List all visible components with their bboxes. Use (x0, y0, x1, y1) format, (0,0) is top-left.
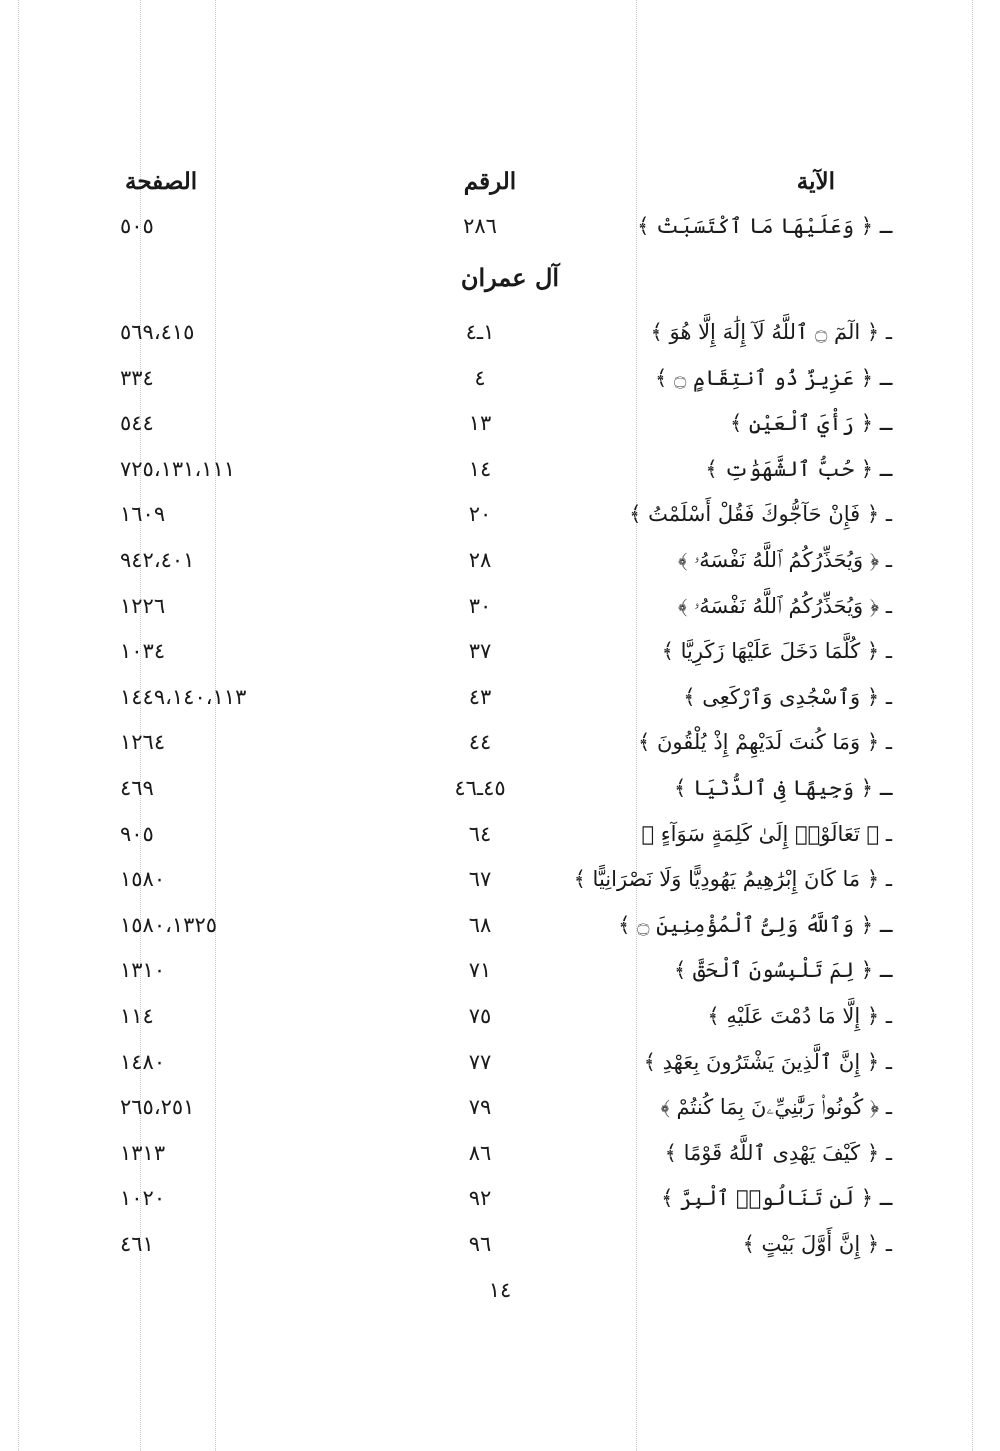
table-row (0, 1087, 1000, 1127)
ayah-text: ـ ﴿ لِمَ تَلْبِسُونَ ٱلْحَقَّ ﴾ (674, 958, 892, 983)
header-ayah: الآية (796, 168, 835, 195)
header-page: الصفحة (125, 168, 198, 195)
ayah-number: ١ـ٤ (465, 320, 495, 344)
ayah-number: ٦٤ (468, 821, 492, 846)
column-header-row (0, 162, 1000, 202)
ayah-number: ١٤ (468, 456, 492, 481)
ayah-text: ـ ﴿ حُبُّ ٱلشَّهَوَٰتِ ﴾ (705, 456, 892, 481)
ayah-number: ٤ (474, 365, 486, 390)
page-refs: ١٤٤٩،١٤٠،١١٣ (120, 684, 247, 709)
ayah-number: ٤٥ـ٤٦ (454, 776, 506, 800)
table-row (0, 1042, 1000, 1082)
page-refs: ٣٣٤ (120, 365, 154, 390)
ayah-number: ٢٨ (468, 548, 492, 572)
table-row (0, 206, 1000, 246)
table-row (0, 631, 1000, 671)
ayah-text: ـ ﴿ كَيْفَ يَهْدِى ٱللَّهُ قَوْمًا ﴾ (664, 1140, 892, 1165)
page-refs: ١٠٣٤ (120, 639, 166, 664)
table-row (0, 494, 1000, 534)
ayah-text: ـ ﴿ الٓمٓ ۝ ٱللَّهُ لَآ إِلَٰهَ إِلَّا هُوَ ﴾ (650, 320, 892, 344)
ayah-text: ـ ﴿ وَيُحَذِّرُكُمُ ٱللَّهُ نَفْسَهُۥ ﴾ (678, 548, 892, 572)
page-refs: ١١٤ (120, 1004, 154, 1028)
ayah-text: ـ ﴿ إِنَّ ٱلَّذِينَ يَشْتَرُونَ بِعَهْدِ ﴾ (643, 1049, 892, 1074)
ayah-number: ٤٣ (468, 684, 492, 709)
page-refs: ١٢٦٤ (120, 730, 166, 755)
table-row (0, 814, 1000, 854)
page-refs: ٩٤٢،٤٠١ (120, 548, 195, 572)
page-number: ١٤ (488, 1278, 512, 1302)
ayah-text: ـ ﴿ وَجِيهًا فِى ٱلدُّنْيَا ﴾ (674, 776, 892, 800)
page-refs: ٥٠٥ (120, 214, 154, 238)
ayah-text: ـ ﴿ مَا كَانَ إِبْرَٰهِيمُ يَهُودِيًّا وَلَا نَصْرَانِيًّا ﴾ (573, 867, 892, 892)
ayah-text: ـ ﴿ وَيُحَذِّرُكُمُ ٱللَّهُ نَفْسَهُۥ ﴾ (678, 593, 892, 618)
ayah-number: ٧٥ (468, 1004, 492, 1028)
table-row (0, 950, 1000, 990)
table-row (0, 905, 1000, 945)
page-refs: ١٠٢٠ (120, 1186, 166, 1211)
page-refs: ٤٦١ (120, 1232, 154, 1256)
ayah-number: ٢٨٦ (463, 214, 497, 238)
ayah-text: ـ ﴿ رَأْيَ ٱلْعَيْنِ ﴾ (729, 411, 892, 436)
page-refs: ١٤٨٠ (120, 1049, 166, 1074)
ayah-text: ـ ﴿ عَزِيزٌ ذُو ٱنتِقَامٍ ۝ ﴾ (655, 365, 892, 390)
page-refs: ٥٤٤ (120, 411, 154, 436)
table-row (0, 1224, 1000, 1264)
header-number: الرقم (463, 168, 517, 195)
page-refs: ٩٠٥ (120, 821, 154, 846)
ayah-number: ٧١ (468, 958, 492, 983)
page-refs: ١٣١٣ (120, 1140, 166, 1165)
ayah-number: ٧٧ (468, 1049, 492, 1074)
page-refs: ١٢٢٦ (120, 593, 166, 618)
ayah-text: ـ ﴿ إِلَّا مَا دُمْتَ عَلَيْهِ ﴾ (707, 1004, 892, 1028)
page-refs: ١٣١٠ (120, 958, 166, 983)
table-row (0, 358, 1000, 398)
ayah-text: ـ ﴿ كُونُوا۟ رَبَّٰنِيِّۦنَ بِمَا كُنتُمْ ﴾ (660, 1095, 892, 1120)
page-refs: ١٥٨٠،١٣٢٥ (120, 912, 218, 937)
page-refs: ٢٦٥،٢٥١ (120, 1095, 195, 1120)
table-row (0, 449, 1000, 489)
ayah-text: ـ ﴿ فَإِنْ حَآجُّوكَ فَقُلْ أَسْلَمْتُ ﴾ (629, 502, 892, 527)
ayah-text: ـ ﴿ وَٱسْجُدِى وَٱرْكَعِى ﴾ (683, 684, 892, 709)
page-refs: ٥٦٩،٤١٥ (120, 320, 195, 344)
table-row (0, 403, 1000, 443)
ayah-text: ـ ﴿ إِنَّ أَوَّلَ بَيْتٍ ﴾ (742, 1232, 892, 1256)
ayah-number: ٣٧ (468, 639, 492, 664)
table-row (0, 722, 1000, 762)
table-row (0, 1133, 1000, 1173)
ayah-number: ١٣ (468, 411, 492, 436)
ayah-number: ٦٨ (468, 912, 492, 937)
ayah-number: ٣٠ (468, 593, 492, 618)
ayah-number: ٢٠ (468, 502, 492, 527)
table-row (0, 1178, 1000, 1218)
page-refs: ١٦٠٩ (120, 502, 166, 527)
table-row (0, 677, 1000, 717)
page-refs: ١٥٨٠ (120, 867, 166, 892)
table-row (0, 859, 1000, 899)
page-refs: ٧٢٥،١٣١،١١١ (120, 456, 236, 481)
ayah-text: ـ ﴿ تَعَالَوْا۟ إِلَىٰ كَلِمَةٍ سَوَآءٍ ﴾ (641, 821, 892, 846)
ayah-text: ـ ﴿ وَمَا كُنتَ لَدَيْهِمْ إِذْ يُلْقُونَ ﴾ (637, 730, 892, 755)
table-row (0, 540, 1000, 580)
ayah-text: ـ ﴿ لَن تَنَالُوا۟ ٱلْبِرَّ ﴾ (661, 1186, 892, 1211)
table-row (0, 768, 1000, 808)
ayah-number: ٦٧ (468, 867, 492, 892)
surah-title: آل عمران (460, 263, 560, 292)
ayah-number: ٤٤ (468, 730, 492, 755)
ayah-number: ٧٩ (468, 1095, 492, 1120)
ayah-number: ٩٦ (468, 1232, 492, 1256)
ayah-number: ٨٦ (468, 1140, 492, 1165)
table-row (0, 586, 1000, 626)
ayah-text: ـ ﴿ وَعَلَيْهَا مَا ٱكْتَسَبَتْ ﴾ (637, 214, 892, 238)
table-row (0, 996, 1000, 1036)
table-row (0, 312, 1000, 352)
ayah-text: ـ ﴿ وَٱللَّهُ وَلِىُّ ٱلْمُؤْمِنِينَ ۝ ﴾ (618, 912, 892, 937)
ayah-text: ـ ﴿ كُلَّمَا دَخَلَ عَلَيْهَا زَكَرِيَّا ﴾ (661, 639, 892, 664)
page-refs: ٤٦٩ (120, 776, 154, 800)
ayah-number: ٩٢ (468, 1186, 492, 1211)
